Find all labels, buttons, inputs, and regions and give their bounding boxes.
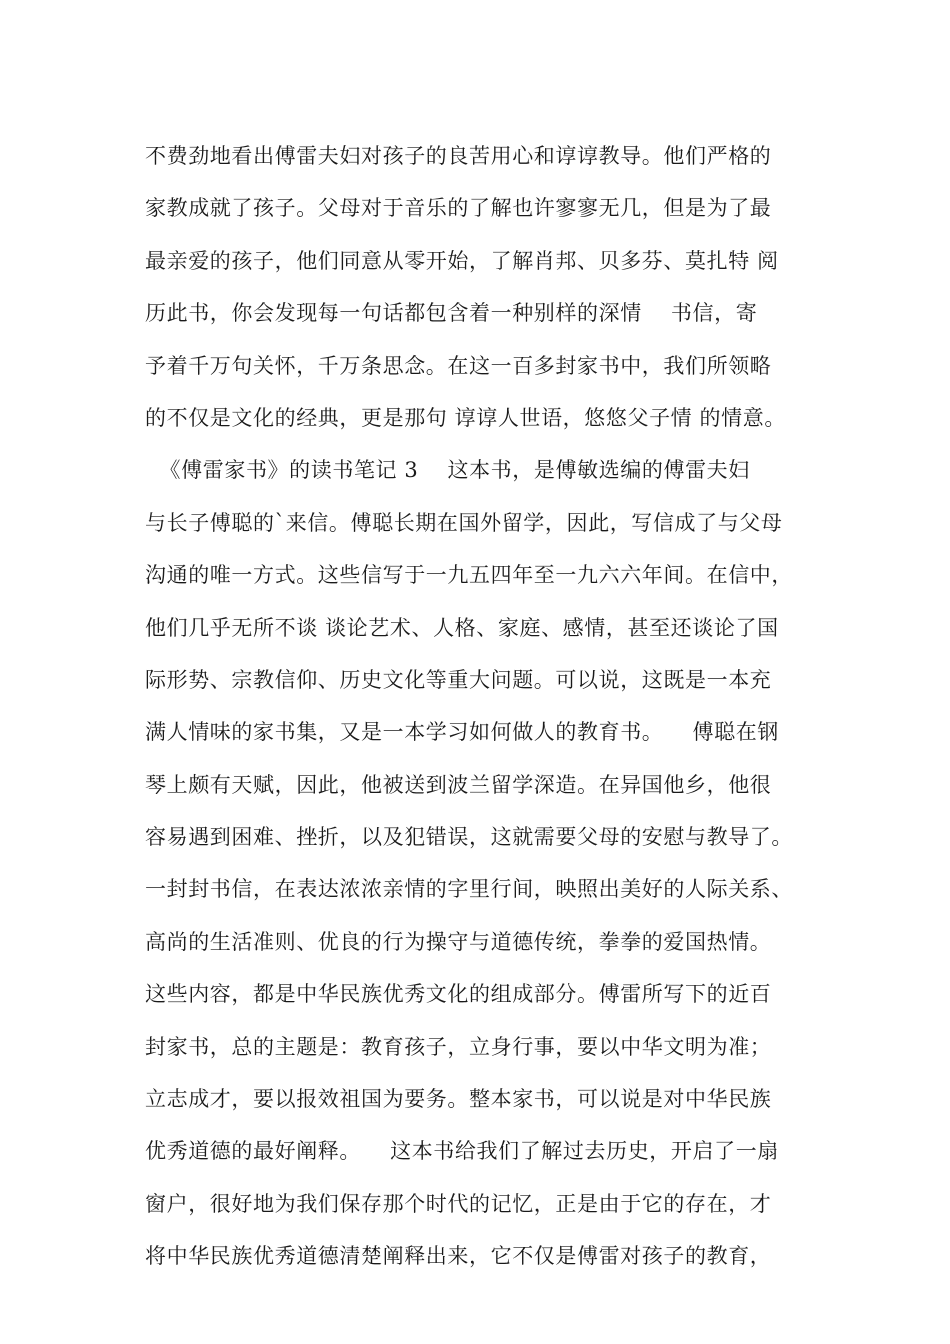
text-line: 高尚的生活准则、优良的行为操守与道德传统，拳拳的爱国热情。 <box>145 929 772 954</box>
text-line: 封家书，总的主题是：教育孩子，立身行事，要以中华文明为准； <box>145 1034 772 1059</box>
text-line: 他们几乎无所不谈 谈论艺术、人格、家庭、感情，甚至还谈论了国 <box>145 615 779 640</box>
text-line: 优秀道德的最好阐释。 这本书给我们了解过去历史，开启了一扇 <box>145 1139 779 1164</box>
body-text <box>145 130 825 1283</box>
text-line: 沟通的唯一方式。这些信写于一九五四年至一九六六年间。在信中， <box>145 563 793 588</box>
text-line: 这些内容，都是中华民族优秀文化的组成部分。傅雷所写下的近百 <box>145 982 772 1007</box>
text-line: 历此书，你会发现每一句话都包含着一种别样的深情 书信，寄 <box>145 301 758 326</box>
text-line: 满人情味的家书集，又是一本学习如何做人的教育书。 傅聪在钢 <box>145 720 779 745</box>
text-line: 际形势、宗教信仰、历史文化等重大问题。可以说，这既是一本充 <box>145 667 772 692</box>
text-line: 立志成才，要以报效祖国为要务。整本家书，可以说是对中华民族 <box>145 1087 772 1112</box>
text-line: 容易遇到困难、挫折，以及犯错误，这就需要父母的安慰与教导了。 <box>145 825 793 850</box>
text-line: 一封封书信，在表达浓浓亲情的字里行间，映照出美好的人际关系、 <box>145 877 793 902</box>
section-heading-line: 《傅雷家书》的读书笔记 3 这本书，是傅敏选编的傅雷夫妇 <box>145 458 750 483</box>
text-line: 与长子傅聪的`来信。傅聪长期在国外留学，因此，写信成了与父母 <box>145 510 783 535</box>
text-line: 琴上颇有天赋，因此，他被送到波兰留学深造。在异国他乡，他很 <box>145 772 772 797</box>
text-line: 窗户，很好地为我们保存那个时代的记忆，正是由于它的存在，才 <box>145 1191 772 1216</box>
text-line: 予着千万句关怀，千万条思念。在这一百多封家书中，我们所领略 <box>145 353 772 378</box>
text-line: 家教成就了孩子。父母对于音乐的了解也许寥寥无几，但是为了最 <box>145 196 772 221</box>
text-line: 不费劲地看出傅雷夫妇对孩子的良苦用心和谆谆教导。他们严格的 <box>145 144 772 168</box>
text-line: 将中华民族优秀道德清楚阐释出来，它不仅是傅雷对孩子的教育， <box>145 1244 772 1269</box>
text-line: 最亲爱的孩子，他们同意从零开始，了解肖邦、贝多芬、莫扎特 阅 <box>145 248 779 273</box>
text-line: 的不仅是文化的经典，更是那句 谆谆人世语，悠悠父子情 的情意。 <box>145 405 786 430</box>
